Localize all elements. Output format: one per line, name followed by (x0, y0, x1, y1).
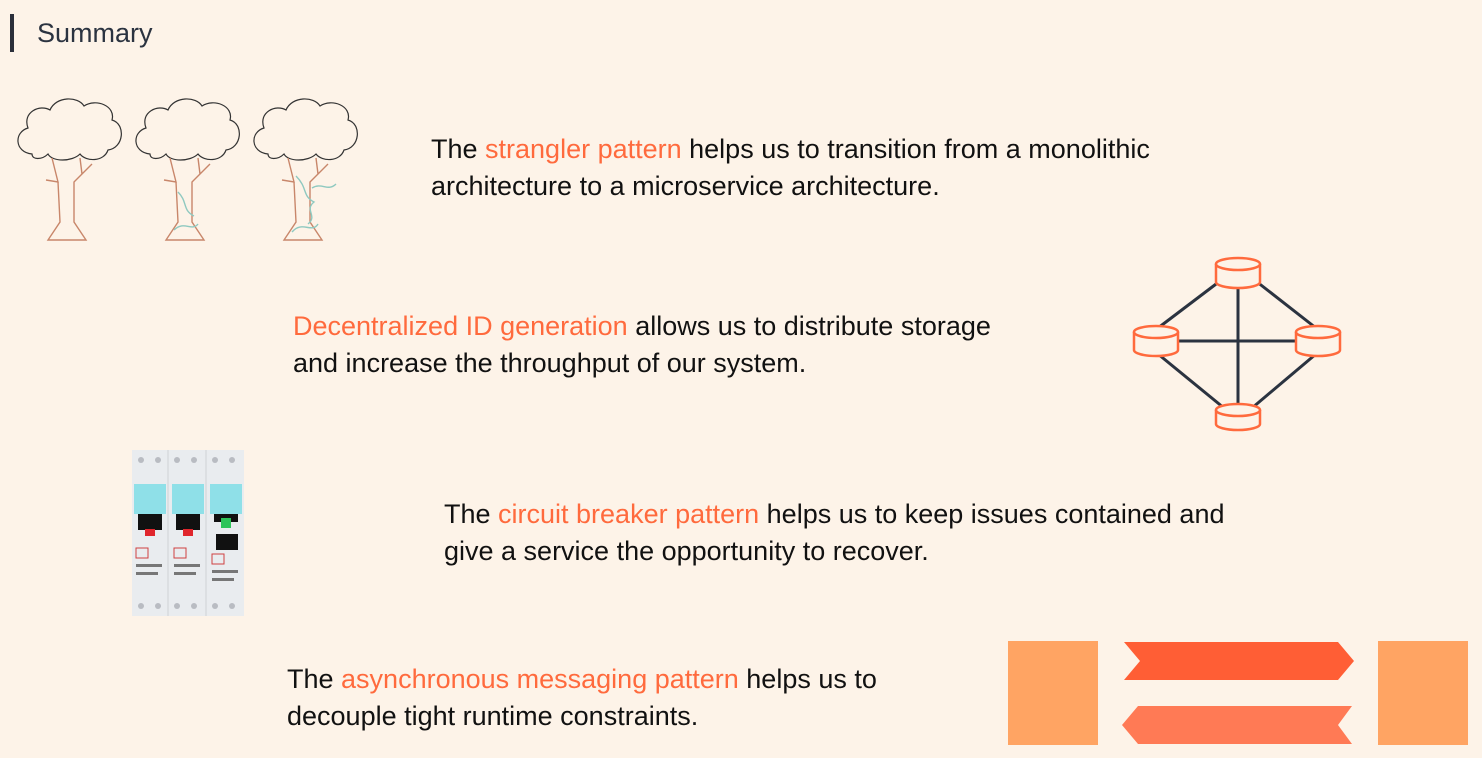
service-block-right (1378, 641, 1468, 745)
summary-item-line1: Decentralized ID generation allows us to distribute storage (293, 311, 991, 341)
summary-item-async-messaging (287, 661, 877, 735)
summary-item-line2: and increase the throughput of our system. (293, 348, 807, 378)
highlight-term: asynchronous messaging pattern (341, 664, 739, 694)
summary-item-line1: The asynchronous messaging pattern helps us to (287, 664, 877, 694)
summary-item-line1: The strangler pattern helps us to transition from a monolithic (431, 134, 1150, 164)
tree-icon (18, 99, 121, 160)
summary-item-decentralized-id (293, 308, 991, 382)
tree-icon (136, 99, 239, 160)
tree-icon (254, 99, 357, 160)
highlight-term: circuit breaker pattern (498, 499, 760, 529)
database-network-icon (1128, 252, 1348, 438)
summary-item-line2: give a service the opportunity to recover. (444, 536, 929, 566)
database-icon (1296, 326, 1340, 356)
summary-item-strangler (431, 131, 1150, 205)
summary-item-line2: decouple tight runtime constraints. (287, 701, 699, 731)
page-title: Summary (37, 18, 153, 48)
database-icon (1216, 258, 1260, 288)
database-icon (1134, 326, 1178, 356)
highlight-term: strangler pattern (485, 134, 682, 164)
highlight-term: Decentralized ID generation (293, 311, 628, 341)
tree-icon (12, 92, 364, 248)
arrow-right-icon (1124, 642, 1354, 680)
service-block-left (1008, 641, 1098, 745)
circuit-breaker-icon (132, 450, 244, 616)
message-arrows-icon (1008, 641, 1470, 747)
arrow-left-icon (1122, 706, 1352, 744)
database-icon (1216, 404, 1260, 430)
title-accent-bar (10, 14, 14, 52)
summary-item-line2: architecture to a microservice architecture. (431, 171, 940, 201)
summary-item-circuit-breaker (444, 496, 1224, 570)
summary-item-line1: The circuit breaker pattern helps us to keep issues contained and (444, 499, 1225, 529)
